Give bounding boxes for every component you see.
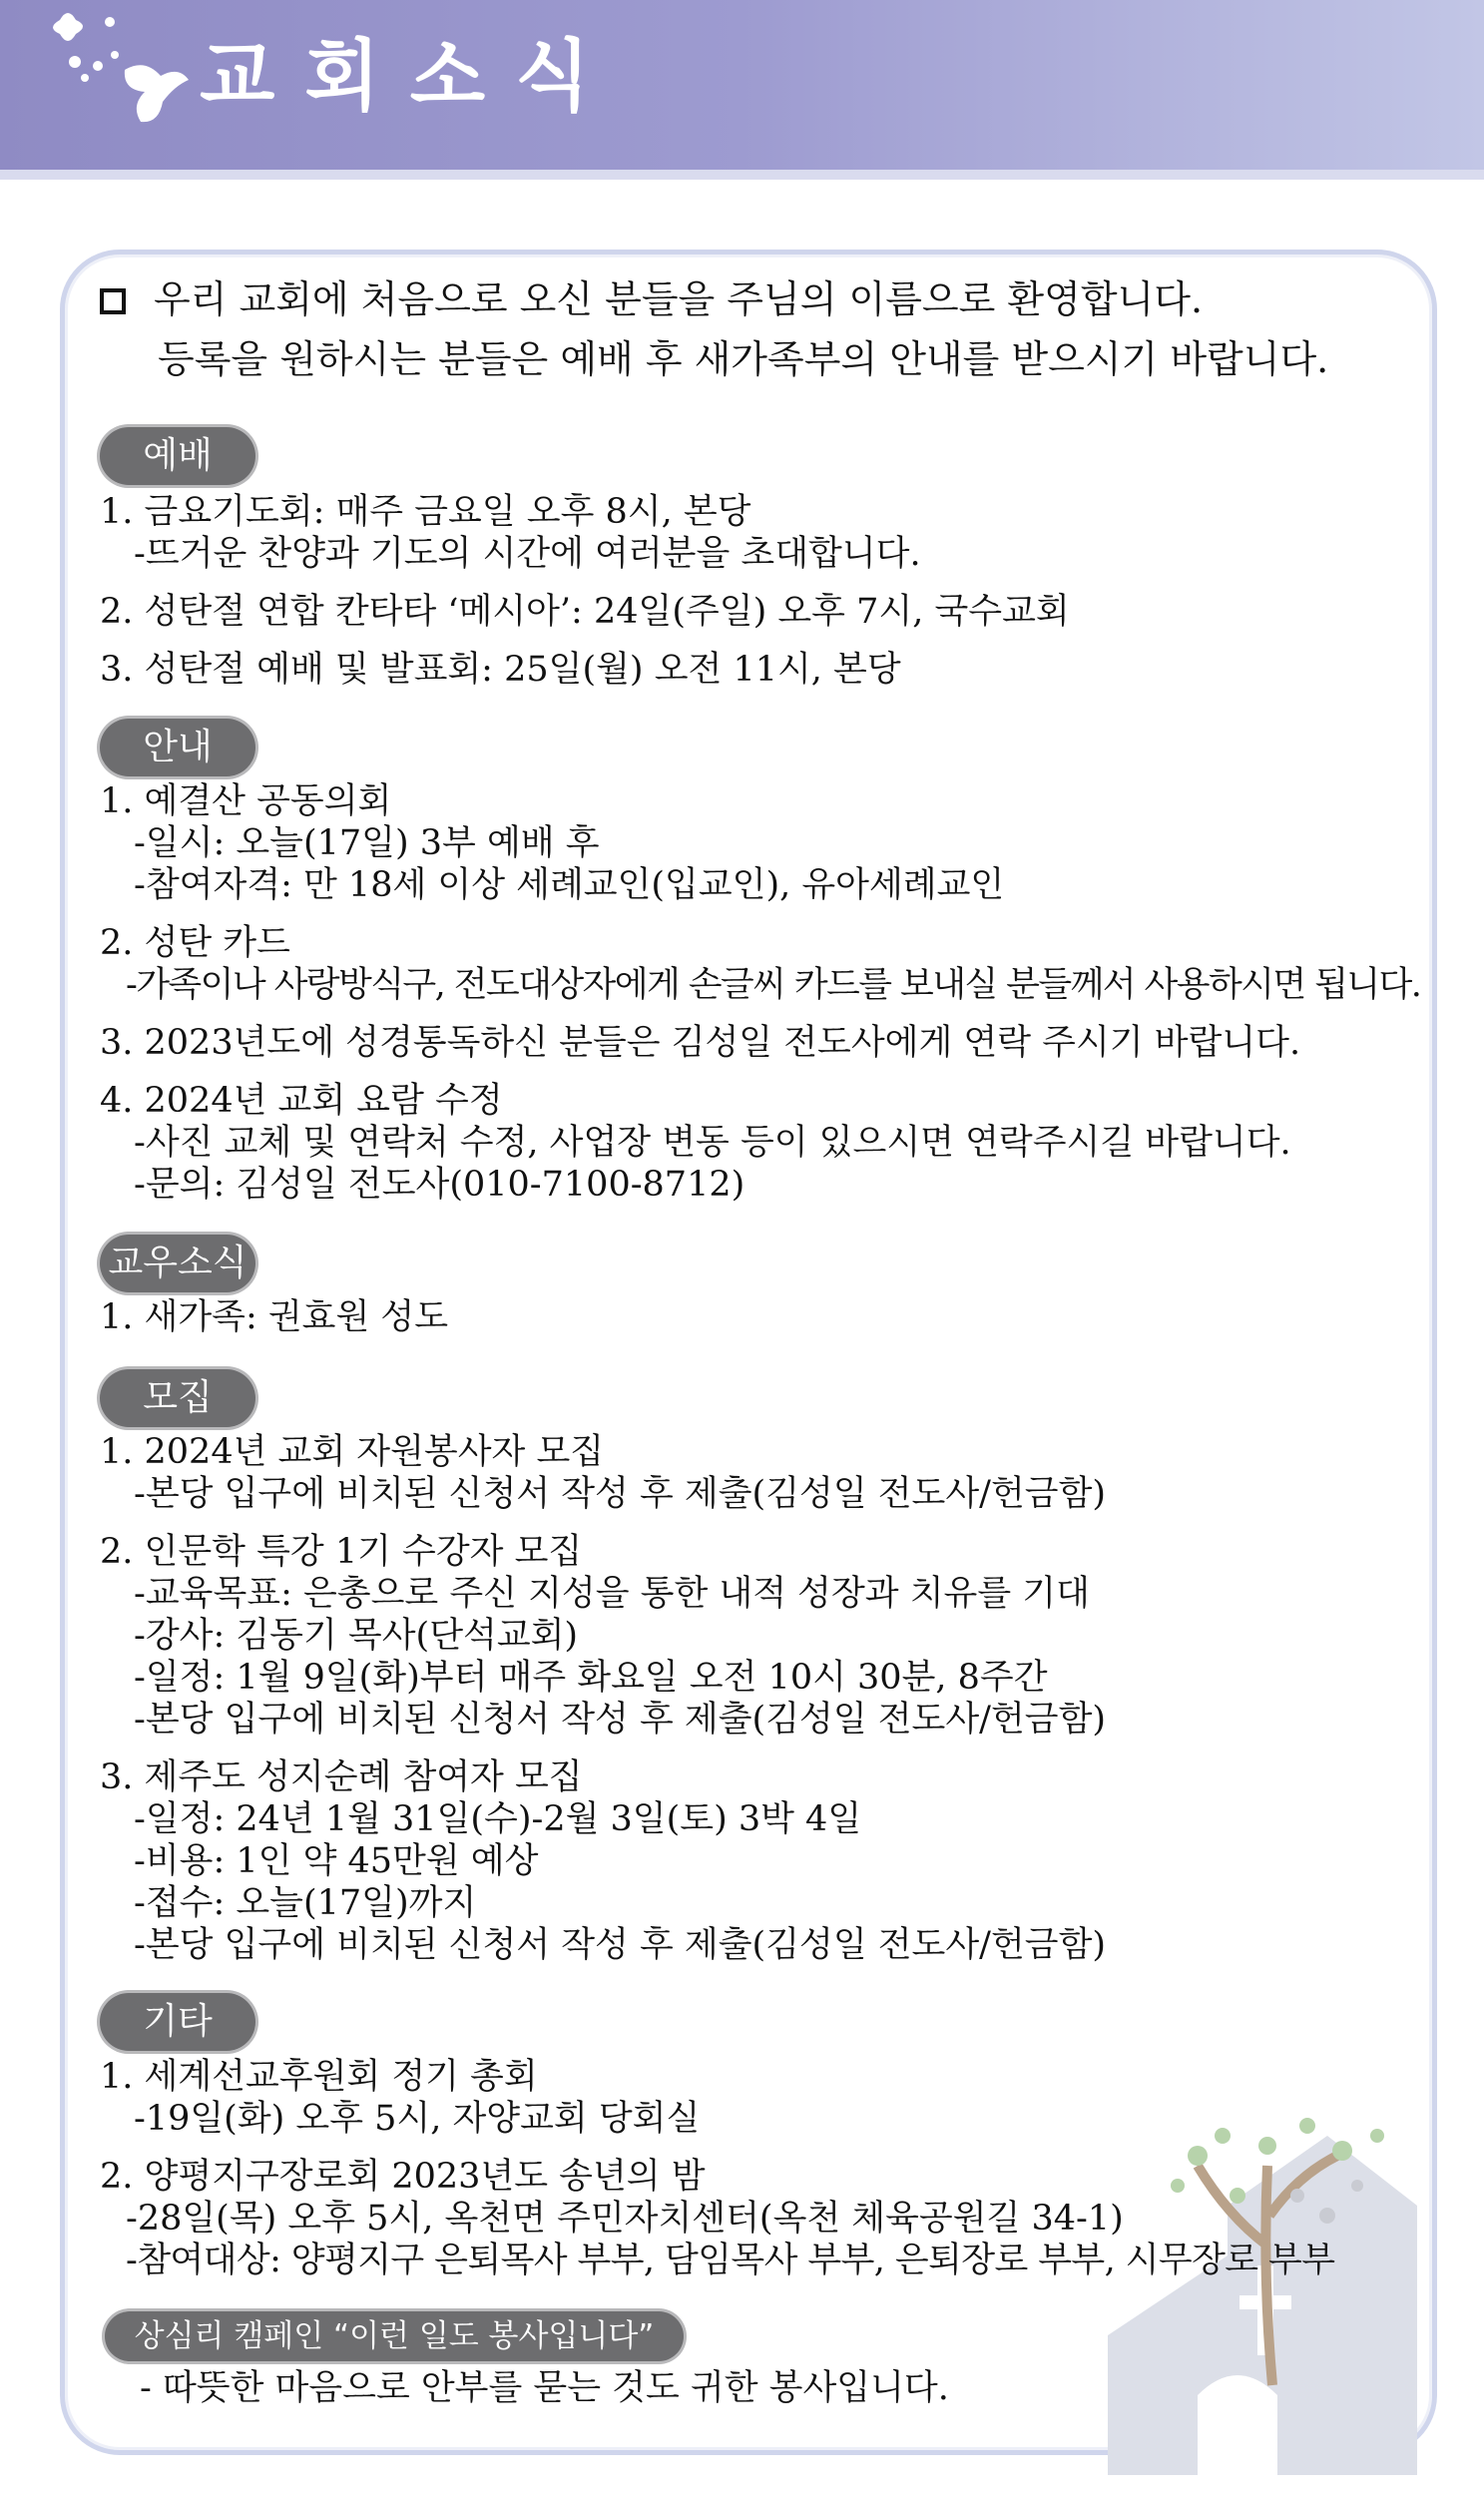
welcome-line-1: 우리 교회에 처음으로 오신 분들을 주님의 이름으로 환영합니다. bbox=[154, 277, 1204, 321]
square-bullet-icon bbox=[100, 288, 126, 314]
campaign-label: 상심리 캠페인 “이런 일도 봉사입니다” bbox=[105, 2311, 684, 2361]
welcome-line-2: 등록을 원하시는 분들은 예배 후 새가족부의 안내를 받으시기 바랍니다. bbox=[158, 337, 1329, 381]
list-item: 1. 금요기도회: 매주 금요일 오후 8시, 본당 -뜨거운 찬양과 기도의 시간에 여러분을 초대합니다. bbox=[100, 492, 921, 574]
list-item: 2. 성탄 카드 -가족이나 사랑방식구, 전도대상자에게 손글씨 카드를 보내실 분들께서 사용하시면 됩니다. bbox=[100, 923, 1421, 1005]
list-item: 3. 2023년도에 성경통독하신 분들은 김성일 전도사에게 연락 주시기 바랍니다. bbox=[100, 1023, 1301, 1063]
etc-list bbox=[100, 2056, 1334, 2297]
flower-logo-icon bbox=[40, 0, 220, 140]
worship-list bbox=[100, 491, 1070, 707]
list-item: 2. 성탄절 연합 칸타타 ‘메시아’: 24일(주일) 오후 7시, 국수교회 bbox=[100, 592, 1070, 632]
header-divider bbox=[0, 170, 1484, 180]
members-list bbox=[100, 1296, 448, 1354]
campaign-text: - 따뜻한 마음으로 안부를 묻는 것도 귀한 봉사입니다. bbox=[140, 2368, 949, 2408]
notice-list bbox=[100, 780, 1420, 1222]
section-label-members: 교우소식 bbox=[100, 1235, 255, 1292]
list-item: 4. 2024년 교회 요람 수정 -사진 교체 및 연락처 수정, 사업장 변동 등이 있으시면 연락주시길 바랍니다. -문의: 김성일 전도사(010-7100-8712) bbox=[100, 1081, 1291, 1205]
section-label-notice: 안내 bbox=[100, 719, 255, 776]
section-label-recruit: 모집 bbox=[100, 1369, 255, 1427]
welcome-message bbox=[100, 269, 1328, 389]
page-title: 교회소식 bbox=[200, 32, 621, 122]
list-item: 1. 2024년 교회 자원봉사자 모집 -본당 입구에 비치된 신청서 작성 후 제출(김성일 전도사/헌금함) bbox=[100, 1432, 1107, 1514]
list-item: 3. 제주도 성지순례 참여자 모집 -일정: 24년 1월 31일(수)-2월 3일(토) 3박 4일 -비용: 1인 약 45만원 예상 -접수: 오늘(17일)까지 -본당 입구에 비치된 신청서 작성 후 제출(김성일 전도사/헌금함) bbox=[100, 1757, 1107, 1965]
section-label-etc: 기타 bbox=[100, 1993, 255, 2051]
section-label-worship: 예배 bbox=[100, 427, 255, 485]
list-item: 1. 새가족: 권효원 성도 bbox=[100, 1297, 449, 1337]
list-item: 2. 양평지구장로회 2023년도 송년의 밤 -28일(목) 오후 5시, 옥천면 주민자치센터(옥천 체육공원길 34-1) -참여대상: 양평지구 은퇴목사 부부, 담임목사 부부, 은퇴장로 부부, 시무장로 부부 bbox=[100, 2157, 1335, 2280]
list-item: 2. 인문학 특강 1기 수강자 모집 -교육목표: 은총으로 주신 지성을 통한 내적 성장과 치유를 기대 -강사: 김동기 목사(단석교회) -일정: 1월 9일(화)부터 매주 화요일 오전 10시 30분, 8주간 -본당 입구에 비치된 신청서 작성 후 제출(김성일 전도사/헌금함) bbox=[100, 1532, 1107, 1740]
recruit-list bbox=[100, 1431, 1106, 1982]
list-item: 1. 예결산 공동의회 -일시: 오늘(17일) 3부 예배 후 -참여자격: 만 18세 이상 세례교인(입교인), 유아세례교인 bbox=[100, 781, 1005, 905]
list-item: 1. 세계선교후원회 정기 총회 -19일(화) 오후 5시, 자양교회 당회실 bbox=[100, 2057, 701, 2139]
list-item: 3. 성탄절 예배 및 발표회: 25일(월) 오전 11시, 본당 bbox=[100, 650, 901, 690]
